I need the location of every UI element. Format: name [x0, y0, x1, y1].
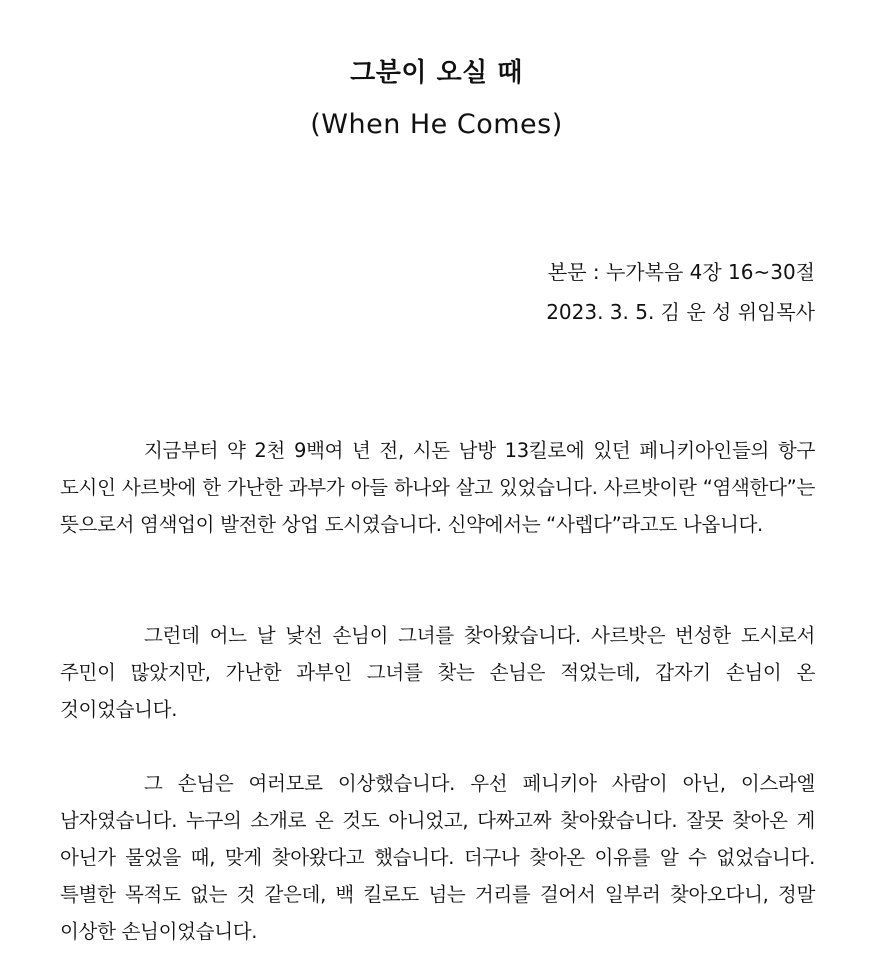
sermon-title: 그분이 오실 때 — [350, 58, 523, 88]
paragraph-2: 그런데 어느 날 낯선 손님이 그녀를 찾아왔습니다. 사르밧은 번성한 도시로서 주민이 많았지만, 가난한 과부인 그녀를 찾는 손님은 적었는데, 갑자기 손님이 온 것이었습니다. — [60, 623, 815, 721]
scripture-passage: 본문 : 누가복음 4장 16~30절 — [547, 260, 815, 284]
date-and-author: 2023. 3. 5. 김 운 성 위임목사 — [546, 300, 815, 324]
paragraph-1: 지금부터 약 2천 9백여 년 전, 시돈 남방 13킬로에 있던 페니키아인들의 항구 도시인 사르밧에 한 가난한 과부가 아들 하나와 살고 있었습니다. 사르밧이란 “염색한다”는 뜻으로서 염색업이 발전한 상업 도시였습니다. 신약에서는 “사렙다”라고도 나옵니다. — [60, 438, 815, 536]
paragraph-3: 그 손님은 여러모로 이상했습니다. 우선 페니키아 사람이 아닌, 이스라엘 남자였습니다. 누구의 소개로 온 것도 아니었고, 다짜고짜 찾아왔습니다. 잘못 찾아온 게 아닌가 물었을 때, 맞게 찾아왔다고 했습니다. 더구나 찾아온 이유를 알 수 없었습니다. 특별한 목적도 없는 것 같은데, 백 킬로도 넘는 거리를 걸어서 일부러 찾아오다니, 정말 이상한 손님이었습니다. — [60, 771, 815, 943]
sermon-subtitle: (When He Comes) — [310, 109, 563, 140]
